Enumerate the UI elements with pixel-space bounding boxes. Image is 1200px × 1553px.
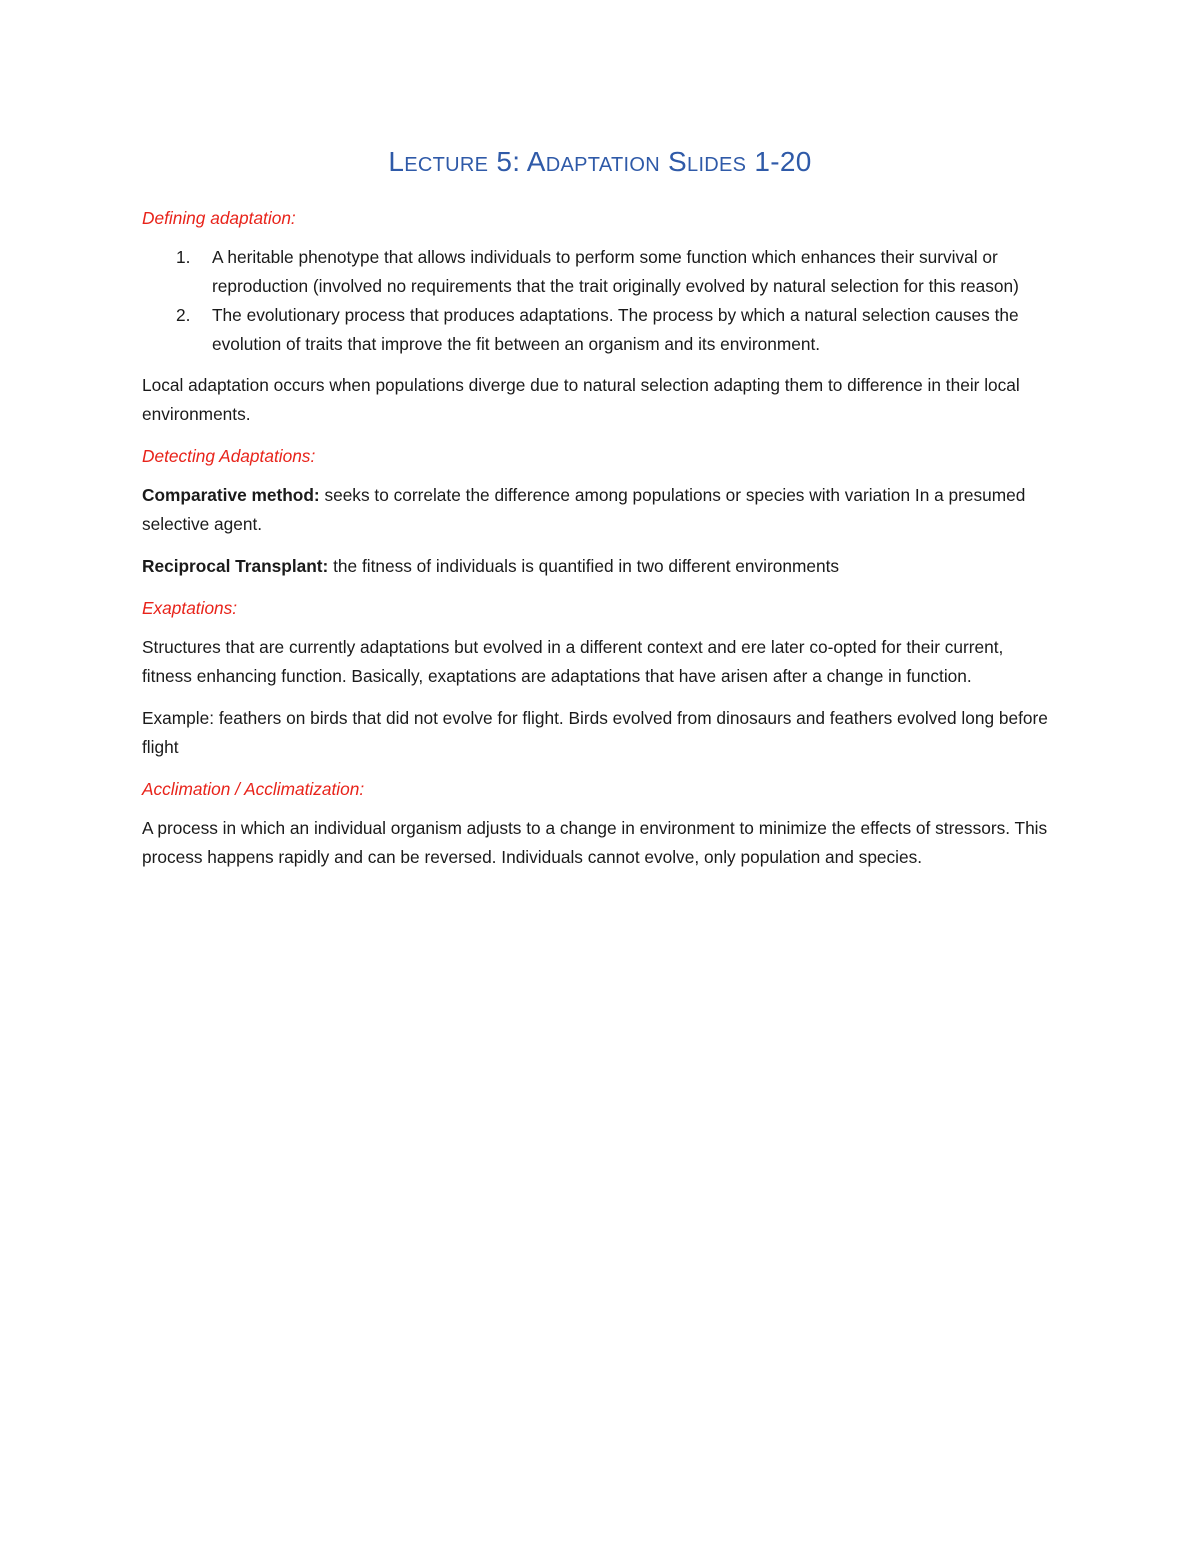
list-number: 1. [176,247,191,267]
comparative-method-text: seeks to correlate the difference among populations or species with variation In a presumed selective agent. [142,485,1026,534]
list-item [142,301,1058,359]
heading-defining-adaptation: Defining adaptation: [142,208,296,228]
heading-exaptations: Exaptations: [142,598,238,618]
comparative-method-term: Comparative method: [142,485,320,505]
list-item [142,243,1058,301]
reciprocal-transplant-text: the fitness of individuals is quantified in two different environments [328,556,840,576]
list-number: 2. [176,305,191,325]
exaptations-definition: Structures that are currently adaptations but evolved in a different context and ere later co-opted for their current, fitness enhancing function. Basically, exaptations are adaptations that have arisen after a change in function. [142,637,1004,686]
comparative-method-paragraph [142,481,1058,539]
page-title: Lecture 5: Adaptation Slides 1-20 [388,146,812,177]
exaptations-example: Example: feathers on birds that did not evolve for flight. Birds evolved from dinosaurs and feathers evolved long before flight [142,708,1048,757]
definition-list [142,243,1058,359]
list-item-text: A heritable phenotype that allows individuals to perform some function which enhances their survival or reproduction (involved no requirements that the trait originally evolved by natural selection for this reason) [212,247,1019,296]
reciprocal-transplant-term: Reciprocal Transplant: [142,556,329,576]
heading-detecting-adaptations: Detecting Adaptations: [142,446,316,466]
acclimation-paragraph: A process in which an individual organism adjusts to a change in environment to minimize the effects of stressors. This process happens rapidly and can be reversed. Individuals cannot evolve, only population and species. [142,818,1048,867]
reciprocal-transplant-paragraph [142,552,1058,581]
list-item-text: The evolutionary process that produces adaptations. The process by which a natural selection causes the evolution of traits that improve the fit between an organism and its environment. [212,305,1019,354]
local-adaptation-paragraph: Local adaptation occurs when populations diverge due to natural selection adapting them to difference in their local environments. [142,375,1020,424]
heading-acclimation: Acclimation / Acclimatization: [142,779,365,799]
document-content [142,142,1058,885]
